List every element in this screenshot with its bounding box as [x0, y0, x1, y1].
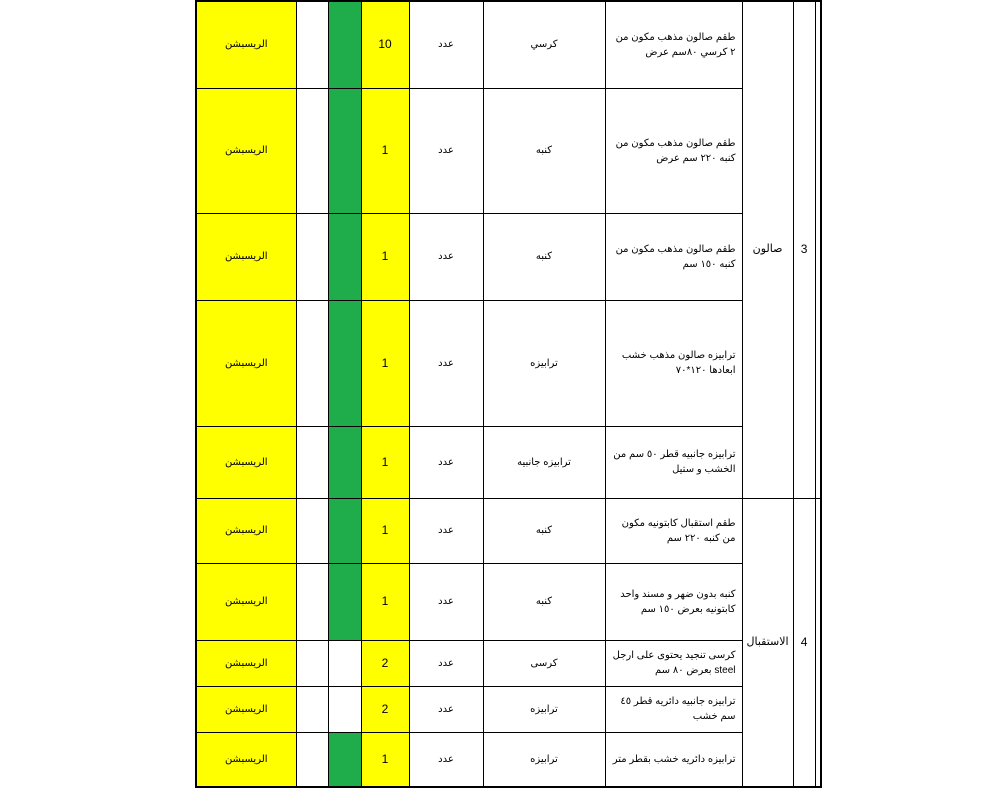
table-row: [196, 426, 821, 498]
quantity-cell: 10: [361, 1, 409, 88]
item-type-cell: ترابيزه: [483, 300, 605, 426]
table-row: [196, 88, 821, 213]
location-cell: الريسبشن: [196, 563, 296, 640]
blank-cell: [296, 498, 328, 563]
unit-cell: عدد: [409, 1, 483, 88]
quantity-cell: 1: [361, 300, 409, 426]
blank-cell: [296, 1, 328, 88]
unit-cell: عدد: [409, 563, 483, 640]
quantity-cell: 2: [361, 686, 409, 732]
location-cell: الريسبشن: [196, 213, 296, 300]
description-cell: ترابيزه صالون مذهب خشب ابعادها ١٢٠*٧٠: [605, 300, 742, 426]
unit-cell: عدد: [409, 732, 483, 787]
table-row: [196, 640, 821, 686]
item-type-cell: كرسى: [483, 640, 605, 686]
unit-cell: عدد: [409, 213, 483, 300]
item-type-cell: كنبه: [483, 498, 605, 563]
table-row: [196, 686, 821, 732]
item-type-cell: كنبه: [483, 213, 605, 300]
description-cell: طقم استقبال كابتونيه مكون من كنبه ٢٢٠ سم: [605, 498, 742, 563]
quantity-cell: 1: [361, 426, 409, 498]
table-row: [196, 213, 821, 300]
status-fill-cell: [328, 426, 361, 498]
item-type-cell: كنبه: [483, 563, 605, 640]
blank-cell: [296, 640, 328, 686]
blank-cell: [296, 732, 328, 787]
status-fill-cell: [328, 640, 361, 686]
blank-cell: [296, 300, 328, 426]
unit-cell: عدد: [409, 426, 483, 498]
location-cell: الريسبشن: [196, 686, 296, 732]
furniture-table: [195, 0, 822, 788]
quantity-cell: 1: [361, 213, 409, 300]
status-fill-cell: [328, 1, 361, 88]
item-type-cell: ترابيزه جانبيه: [483, 426, 605, 498]
item-type-cell: ترابيزه: [483, 732, 605, 787]
status-fill-cell: [328, 498, 361, 563]
description-cell: ترابيزه جانبيه قطر ٥٠ سم من الخشب و ستيل: [605, 426, 742, 498]
status-fill-cell: [328, 213, 361, 300]
status-fill-cell: [328, 563, 361, 640]
section-name-cell: صالون: [742, 1, 793, 498]
section-name-cell: الاستقبال: [742, 498, 793, 787]
blank-cell: [296, 88, 328, 213]
quantity-cell: 2: [361, 640, 409, 686]
location-cell: الريسبشن: [196, 640, 296, 686]
quantity-cell: 1: [361, 563, 409, 640]
location-cell: الريسبشن: [196, 732, 296, 787]
blank-cell: [296, 213, 328, 300]
status-fill-cell: [328, 88, 361, 213]
blank-cell: [296, 686, 328, 732]
description-cell: طقم صالون مذهب مكون من كنبه ٢٢٠ سم عرض: [605, 88, 742, 213]
description-cell: طقم صالون مذهب مكون من ٢ كرسي ٨٠سم عرض: [605, 1, 742, 88]
item-type-cell: كنبه: [483, 88, 605, 213]
table-row: [196, 1, 821, 88]
status-fill-cell: [328, 732, 361, 787]
unit-cell: عدد: [409, 686, 483, 732]
section-number-cell: 3: [793, 1, 815, 498]
description-cell: كرسى تنجيد يحتوى على ارجل steel بعرض ٨٠ سم: [605, 640, 742, 686]
unit-cell: عدد: [409, 88, 483, 213]
table-row: [196, 732, 821, 787]
description-cell: طقم صالون مذهب مكون من كنبه ١٥٠ سم: [605, 213, 742, 300]
table-row: [196, 563, 821, 640]
blank-cell: [296, 426, 328, 498]
unit-cell: عدد: [409, 300, 483, 426]
location-cell: الريسبشن: [196, 1, 296, 88]
item-type-cell: ترابيزه: [483, 686, 605, 732]
separator-cell: [815, 1, 821, 498]
table-row: [196, 498, 821, 563]
description-cell: ترابيزه دائريه خشب بقطر متر: [605, 732, 742, 787]
blank-cell: [296, 563, 328, 640]
status-fill-cell: [328, 300, 361, 426]
description-cell: كنبه بدون ضهر و مسند واحد كابتونيه بعرض ١٥٠ سم: [605, 563, 742, 640]
status-fill-cell: [328, 686, 361, 732]
unit-cell: عدد: [409, 640, 483, 686]
quantity-cell: 1: [361, 88, 409, 213]
unit-cell: عدد: [409, 498, 483, 563]
quantity-cell: 1: [361, 732, 409, 787]
separator-cell: [815, 498, 821, 787]
item-type-cell: كرسي: [483, 1, 605, 88]
table-row: [196, 300, 821, 426]
location-cell: الريسبشن: [196, 300, 296, 426]
location-cell: الريسبشن: [196, 498, 296, 563]
quantity-cell: 1: [361, 498, 409, 563]
location-cell: الريسبشن: [196, 426, 296, 498]
location-cell: الريسبشن: [196, 88, 296, 213]
section-number-cell: 4: [793, 498, 815, 787]
description-cell: ترابيزه جانبيه دائريه قطر ٤٥ سم خشب: [605, 686, 742, 732]
